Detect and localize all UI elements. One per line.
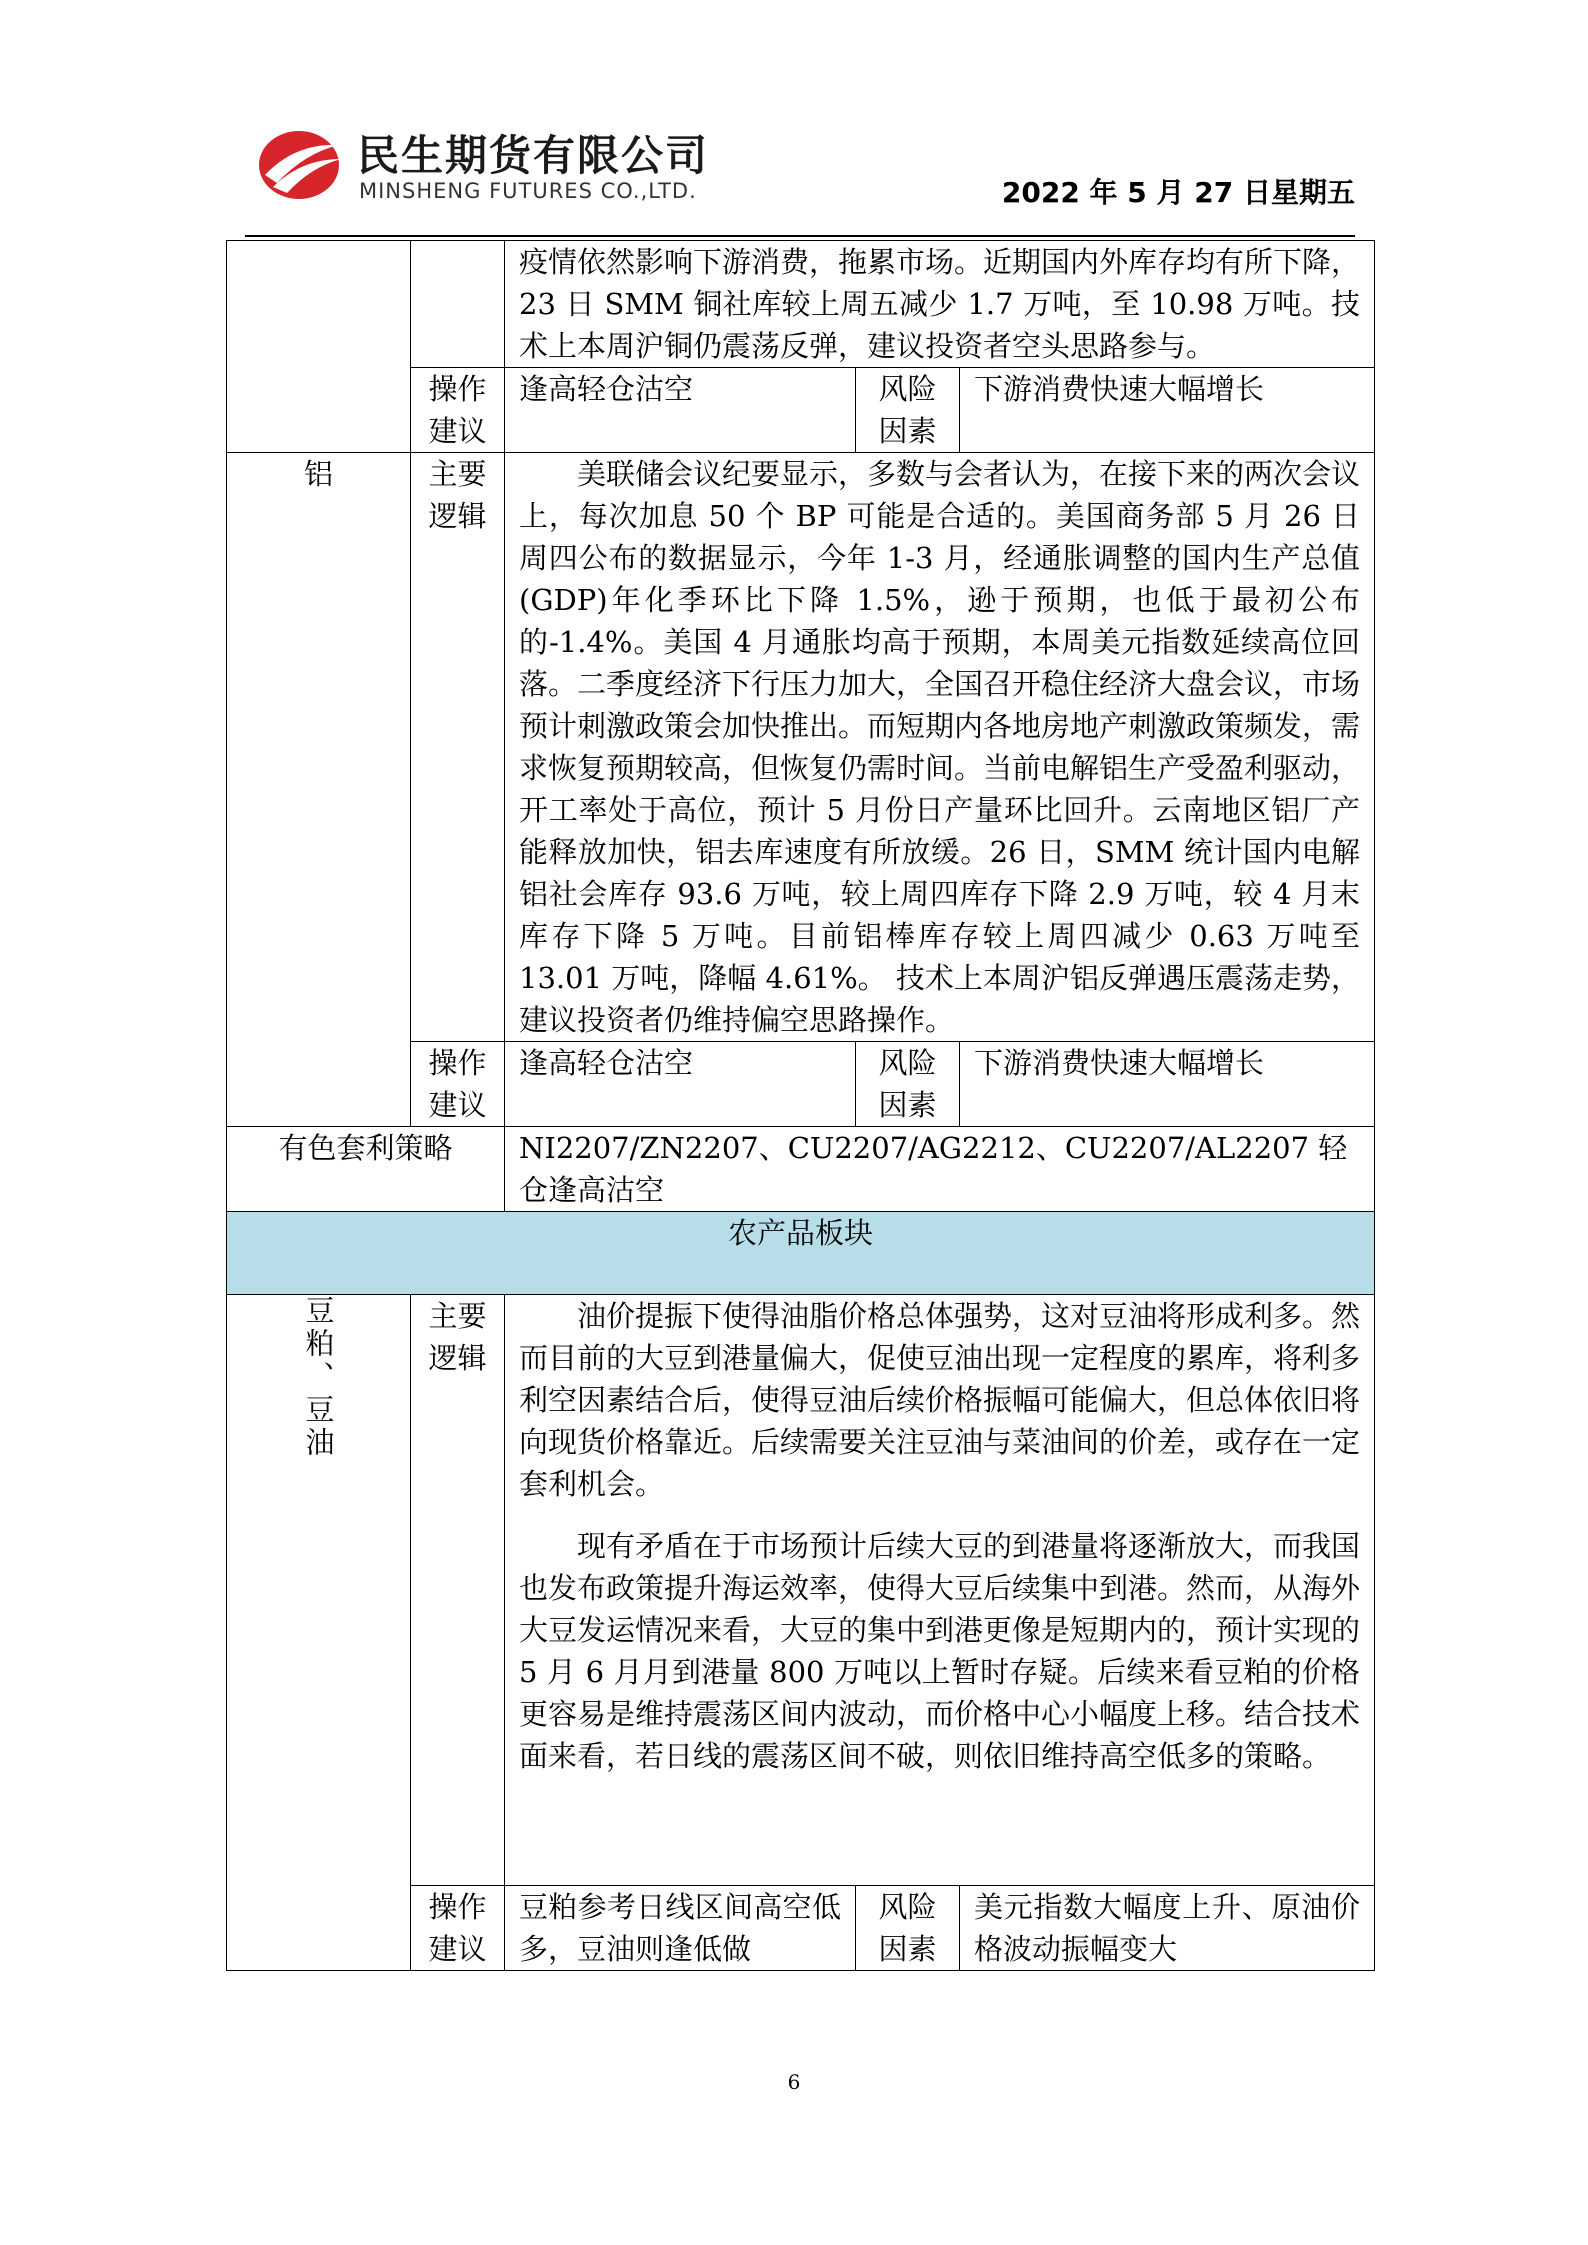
logo-emblem-icon <box>255 123 345 203</box>
aluminum-risk-label: 风险因素 <box>856 1042 960 1127</box>
soy-logic-text <box>505 1295 1375 1886</box>
copper-category-cell <box>227 241 411 453</box>
soy-operation-text: 豆粕参考日线区间高空低多，豆油则逢低做 <box>505 1886 856 1971</box>
logo-chinese-name: 民生期货有限公司 <box>357 131 710 180</box>
soy-logic-row <box>227 1295 1375 1886</box>
soy-risk-text: 美元指数大幅度上升、原油价格波动振幅变大 <box>960 1886 1375 1971</box>
copper-logic-row <box>227 241 1375 368</box>
soy-logic-paragraph-2: 现有矛盾在于市场预计后续大豆的到港量将逐渐放大，而我国也发布政策提升海运效率，使得大豆后续集中到港。然而，从海外大豆发运情况来看，大豆的集中到港更像是短期内的，预计实现的 5 月 6 月月到港量 800 万吨以上暂时存疑。后续来看豆粕的价格更容易是维持震荡区间内波动，而价格中心小幅度上移。结合技术面来看，若日线的震荡区间不破，则依旧维持高空低多的策略。 <box>519 1529 1361 1773</box>
arbitrage-label: 有色套利策略 <box>227 1127 505 1212</box>
aluminum-operation-label: 操作建议 <box>411 1042 505 1127</box>
company-logo <box>255 117 755 207</box>
aluminum-logic-label: 主要逻辑 <box>411 453 505 1042</box>
copper-logic-text: 疫情依然影响下游消费，拖累市场。近期国内外库存均有所下降，23 日 SMM 铜社库较上周五减少 1.7 万吨，至 10.98 万吨。技术上本周沪铜仍震荡反弹，建议投资者空头思路参与。 <box>505 241 1375 368</box>
copper-logic-label-cell <box>411 241 505 368</box>
arbitrage-row <box>227 1127 1375 1212</box>
aluminum-logic-text <box>505 453 1375 1042</box>
copper-operation-text: 逢高轻仓沽空 <box>505 368 856 453</box>
copper-risk-text: 下游消费快速大幅增长 <box>960 368 1375 453</box>
aluminum-operation-text: 逢高轻仓沽空 <box>505 1042 856 1127</box>
soy-risk-label: 风险因素 <box>856 1886 960 1971</box>
soy-logic-label: 主要逻辑 <box>411 1295 505 1886</box>
arbitrage-text: NI2207/ZN2207、CU2207/AG2212、CU2207/AL2207 轻仓逢高沽空 <box>505 1127 1375 1212</box>
agri-section-row <box>227 1212 1375 1295</box>
logo-english-name: MINSHENG FUTURES CO.,LTD. <box>359 179 697 203</box>
soy-category-cell <box>227 1295 411 1971</box>
aluminum-logic-row <box>227 453 1375 1042</box>
aluminum-risk-text: 下游消费快速大幅增长 <box>960 1042 1375 1127</box>
report-date: 2022 年 5 月 27 日星期五 <box>1001 176 1355 209</box>
copper-risk-label: 风险因素 <box>856 368 960 453</box>
aluminum-logic-paragraph: 美联储会议纪要显示，多数与会者认为，在接下来的两次会议上，每次加息 50 个 BP 可能是合适的。美国商务部 5 月 26 日周四公布的数据显示，今年 1-3 月，经通胀调整的国内生产总值(GDP)年化季环比下降 1.5%，逊于预期，也低于最初公布的-1.4%。美国 4 月通胀均高于预期，本周美元指数延续高位回落。二季度经济下行压力加大，全国召开稳住经济大盘会议，市场预计刺激政策会加快推出。而短期内各地房地产刺激政策频发，需求恢复预期较高，但恢复仍需时间。当前电解铝生产受盈利驱动，开工率处于高位，预计 5 月份日产量环比回升。云南地区铝厂产能释放加快，铝去库速度有所放缓。26 日，SMM 统计国内电解铝社会库存 93.6 万吨，较上周四库存下降 2.9 万吨，较 4 月末库存下降 5 万吨。目前铝棒库存较上周四减少 0.63 万吨至 13.01 万吨，降幅 4.61%。 技术上本周沪铝反弹遇压震荡走势，建议投资者仍维持偏空思路操作。 <box>519 457 1361 1037</box>
soy-operation-label: 操作建议 <box>411 1886 505 1971</box>
copper-operation-label: 操作建议 <box>411 368 505 453</box>
report-table <box>226 240 1375 1971</box>
soy-category: 豆粕、豆油 <box>301 1295 336 1460</box>
agri-section-title: 农产品板块 <box>227 1212 1375 1295</box>
page-header <box>225 105 1355 235</box>
aluminum-category: 铝 <box>227 453 411 1127</box>
page-number: 6 <box>787 2070 801 2094</box>
soy-logic-paragraph-1: 油价提振下使得油脂价格总体强势，这对豆油将形成利多。然而目前的大豆到港量偏大，促使豆油出现一定程度的累库，将利多利空因素结合后，使得豆油后续价格振幅可能偏大，但总体依旧将向现货价格靠近。后续需要关注豆油与菜油间的价差，或存在一定套利机会。 <box>519 1299 1361 1501</box>
header-divider <box>245 235 1355 237</box>
